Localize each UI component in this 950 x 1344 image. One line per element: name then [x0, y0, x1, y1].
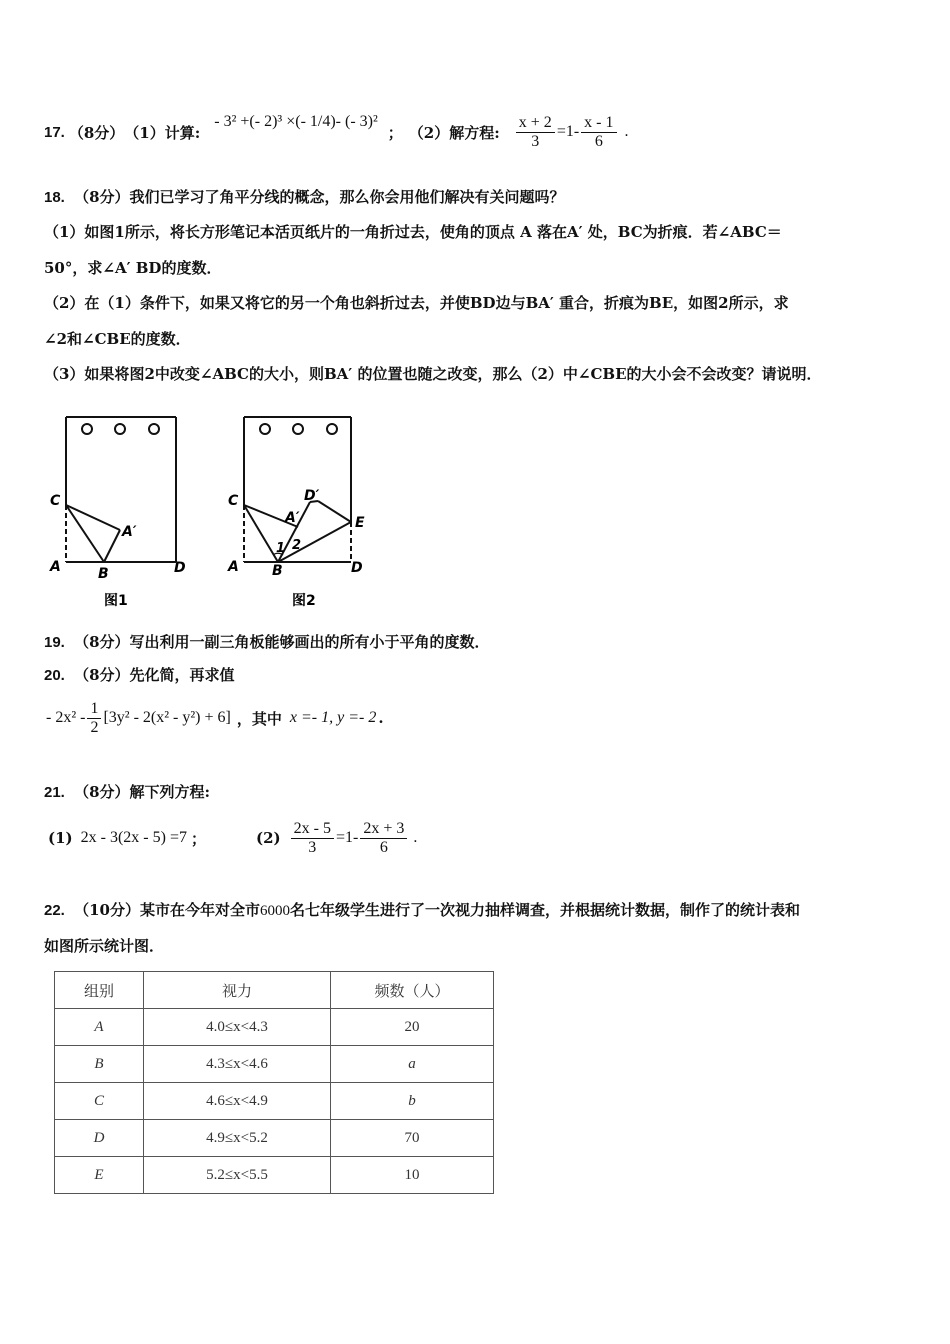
q21-number: 21.: [44, 784, 65, 801]
figure-1: [40, 405, 210, 615]
q17-part1-label: （1）计算:: [124, 123, 201, 142]
q20-where: ，其中: [236, 709, 282, 728]
q18-intro-line: [44, 186, 565, 207]
table-cell-frequency: a: [331, 1046, 494, 1083]
q21-score: （8分）: [74, 783, 130, 801]
q21-lhs-numerator: 2x - 5: [291, 820, 334, 839]
fig1-hole-2: [115, 424, 125, 434]
q17-number: 17.: [44, 123, 65, 141]
q20-half: [87, 700, 101, 737]
table-row: [55, 1157, 494, 1194]
table-cell-vision: 4.0≤x<4.3: [144, 1009, 331, 1046]
q21-rhs-numerator: 2x + 3: [360, 820, 407, 839]
fig2-label-angle-2: 2: [292, 538, 302, 553]
fig2-label-b: B: [272, 563, 283, 579]
q21-part2-label: (2): [256, 829, 281, 847]
q18-part3-line1: （3）如果将图2中改变∠ABC的大小，则BA′ 的位置也随之改变，那么（2）中∠CBE的大小会不会改变？请说明．: [44, 365, 822, 383]
table-cell-group: C: [55, 1083, 144, 1120]
table-header-group: 组别: [55, 972, 144, 1009]
fig2-crease-bc: [244, 505, 278, 562]
q18-number: 18.: [44, 189, 65, 206]
table-cell-vision: 5.2≤x<5.5: [144, 1157, 331, 1194]
q18-part1-line2: 50°，求∠A′ BD的度数．: [44, 259, 222, 277]
q19-text: 写出利用一副三角板能够画出的所有小于平角的度数．: [129, 633, 490, 651]
q22-line1: [44, 899, 800, 920]
table-row: [55, 1120, 494, 1157]
q17-equation: [514, 114, 629, 151]
fig2-hole-2: [293, 424, 303, 434]
table-cell-vision: 4.9≤x<5.2: [144, 1120, 331, 1157]
q17-lhs-denominator: 3: [531, 132, 540, 150]
q20-expr-pre: - 2x² -: [46, 709, 86, 726]
table-cell-vision: 4.6≤x<4.9: [144, 1083, 331, 1120]
q21-part1-separator: ；: [190, 829, 206, 848]
q20-half-denominator: 2: [90, 718, 99, 736]
q17: [44, 112, 629, 152]
fig2-label-a-prime: A′: [285, 510, 300, 526]
q20-period: .: [378, 709, 384, 727]
q20-text: 先化简，再求值: [129, 666, 235, 684]
q20-expression-line: [46, 696, 384, 740]
q20-score: （8分）: [74, 666, 130, 684]
q17-rhs-numerator: x - 1: [581, 114, 616, 133]
q17-period: .: [624, 123, 629, 140]
q17-rhs-denominator: 6: [594, 132, 603, 150]
table-cell-group: E: [55, 1157, 144, 1194]
q18-part2-line1: （2）在（1）条件下，如果又将它的另一个角也斜折过去，并使BD边与BA′ 重合，折痕为BE，如图2所示，求: [44, 294, 789, 312]
q18-intro: 我们已学习了角平分线的概念，那么你会用他们解决有关问题吗？: [129, 188, 565, 206]
q19-number: 19.: [44, 634, 65, 651]
q21-part1-equation: 2x - 3(2x - 5) =7: [80, 829, 187, 846]
q20-number: 20.: [44, 667, 65, 684]
fig2-folded-edge-de: [318, 501, 351, 522]
q17-lhs-numerator: x + 2: [516, 114, 555, 133]
fig1-label-b: B: [98, 566, 109, 582]
q18-part2-line2: ∠2和∠CBE的度数．: [44, 330, 191, 348]
fig2-label-a: A: [228, 559, 239, 575]
q19-score: （8分）: [74, 633, 130, 651]
table-header-frequency: 频数（人）: [331, 972, 494, 1009]
q22-count: 6000: [259, 903, 290, 919]
q22-line1-pre: 某市在今年对全市: [139, 901, 260, 919]
q18-score: （8分）: [74, 188, 130, 206]
table-cell-group: D: [55, 1120, 144, 1157]
q20: [44, 664, 235, 685]
q21-part2-equation: [289, 820, 418, 857]
fig2-label-c: C: [228, 493, 239, 509]
fig2-caption: 图2: [292, 593, 316, 609]
fig1-hole-1: [82, 424, 92, 434]
q17-part2-label: （2）解方程:: [408, 123, 500, 142]
table-cell-frequency: 10: [331, 1157, 494, 1194]
fig2-hole-3: [327, 424, 337, 434]
q20-expr-post: [3y² - 2(x² - y²) + 6]: [103, 709, 231, 726]
fig2-label-e: E: [355, 515, 365, 531]
q20-values: x =- 1, y =- 2: [289, 709, 377, 726]
figure-2: [218, 405, 398, 615]
q22-score: （10分）: [74, 901, 140, 919]
fig1-hole-3: [149, 424, 159, 434]
fig1-label-c: C: [50, 493, 61, 509]
q21-text: 解下列方程:: [129, 783, 211, 801]
q17-score: （8分）: [68, 123, 125, 142]
fig2-label-angle-1: 1: [276, 541, 286, 556]
table-header-vision: 视力: [144, 972, 331, 1009]
table-cell-frequency: 20: [331, 1009, 494, 1046]
q17-separator: ；: [387, 123, 403, 142]
fig1-label-a-prime: A′: [122, 524, 137, 540]
statistics-table: [54, 971, 494, 1194]
fig1-label-d: D: [174, 560, 186, 576]
table-cell-vision: 4.3≤x<4.6: [144, 1046, 331, 1083]
table-row: [55, 1083, 494, 1120]
q20-half-numerator: 1: [87, 700, 101, 719]
fig1-caption: 图1: [104, 593, 128, 609]
fig2-hole-1: [260, 424, 270, 434]
q21: [44, 781, 210, 802]
fig1-folded-edge-ab: [104, 530, 120, 562]
table-row: [55, 1009, 494, 1046]
q21-rhs-denominator: 6: [379, 838, 388, 856]
q22-number: 22.: [44, 902, 65, 919]
table-cell-frequency: b: [331, 1083, 494, 1120]
table-cell-group: A: [55, 1009, 144, 1046]
table-cell-group: B: [55, 1046, 144, 1083]
q21-equations-line: [48, 814, 417, 862]
q21-period: .: [413, 829, 418, 846]
q17-expression: - 3² +(- 2)³ ×(- 1/4)- (- 3)²: [214, 113, 378, 130]
q19: [44, 631, 490, 652]
q21-part1-label: (1): [48, 829, 73, 847]
fig2-label-d-prime: D′: [304, 488, 320, 504]
fig1-label-a: A: [50, 559, 61, 575]
q22-line1-post: 名七年级学生进行了一次视力抽样调查，并根据统计数据，制作了的统计表和: [289, 901, 800, 919]
fig2-label-d: D: [351, 560, 363, 576]
table-row: [55, 1046, 494, 1083]
q18-part1-line1: （1）如图1所示，将长方形笔记本活页纸片的一角折过去，使角的顶点 A 落在A′ 处，BC为折痕．若∠ABC＝: [44, 223, 782, 241]
q21-equals: =1-: [335, 829, 359, 846]
q22-line2: 如图所示统计图．: [44, 937, 165, 955]
q21-lhs-denominator: 3: [308, 838, 317, 856]
table-header-row: [55, 972, 494, 1009]
table-cell-frequency: 70: [331, 1120, 494, 1157]
q17-equals: =1-: [556, 123, 580, 140]
